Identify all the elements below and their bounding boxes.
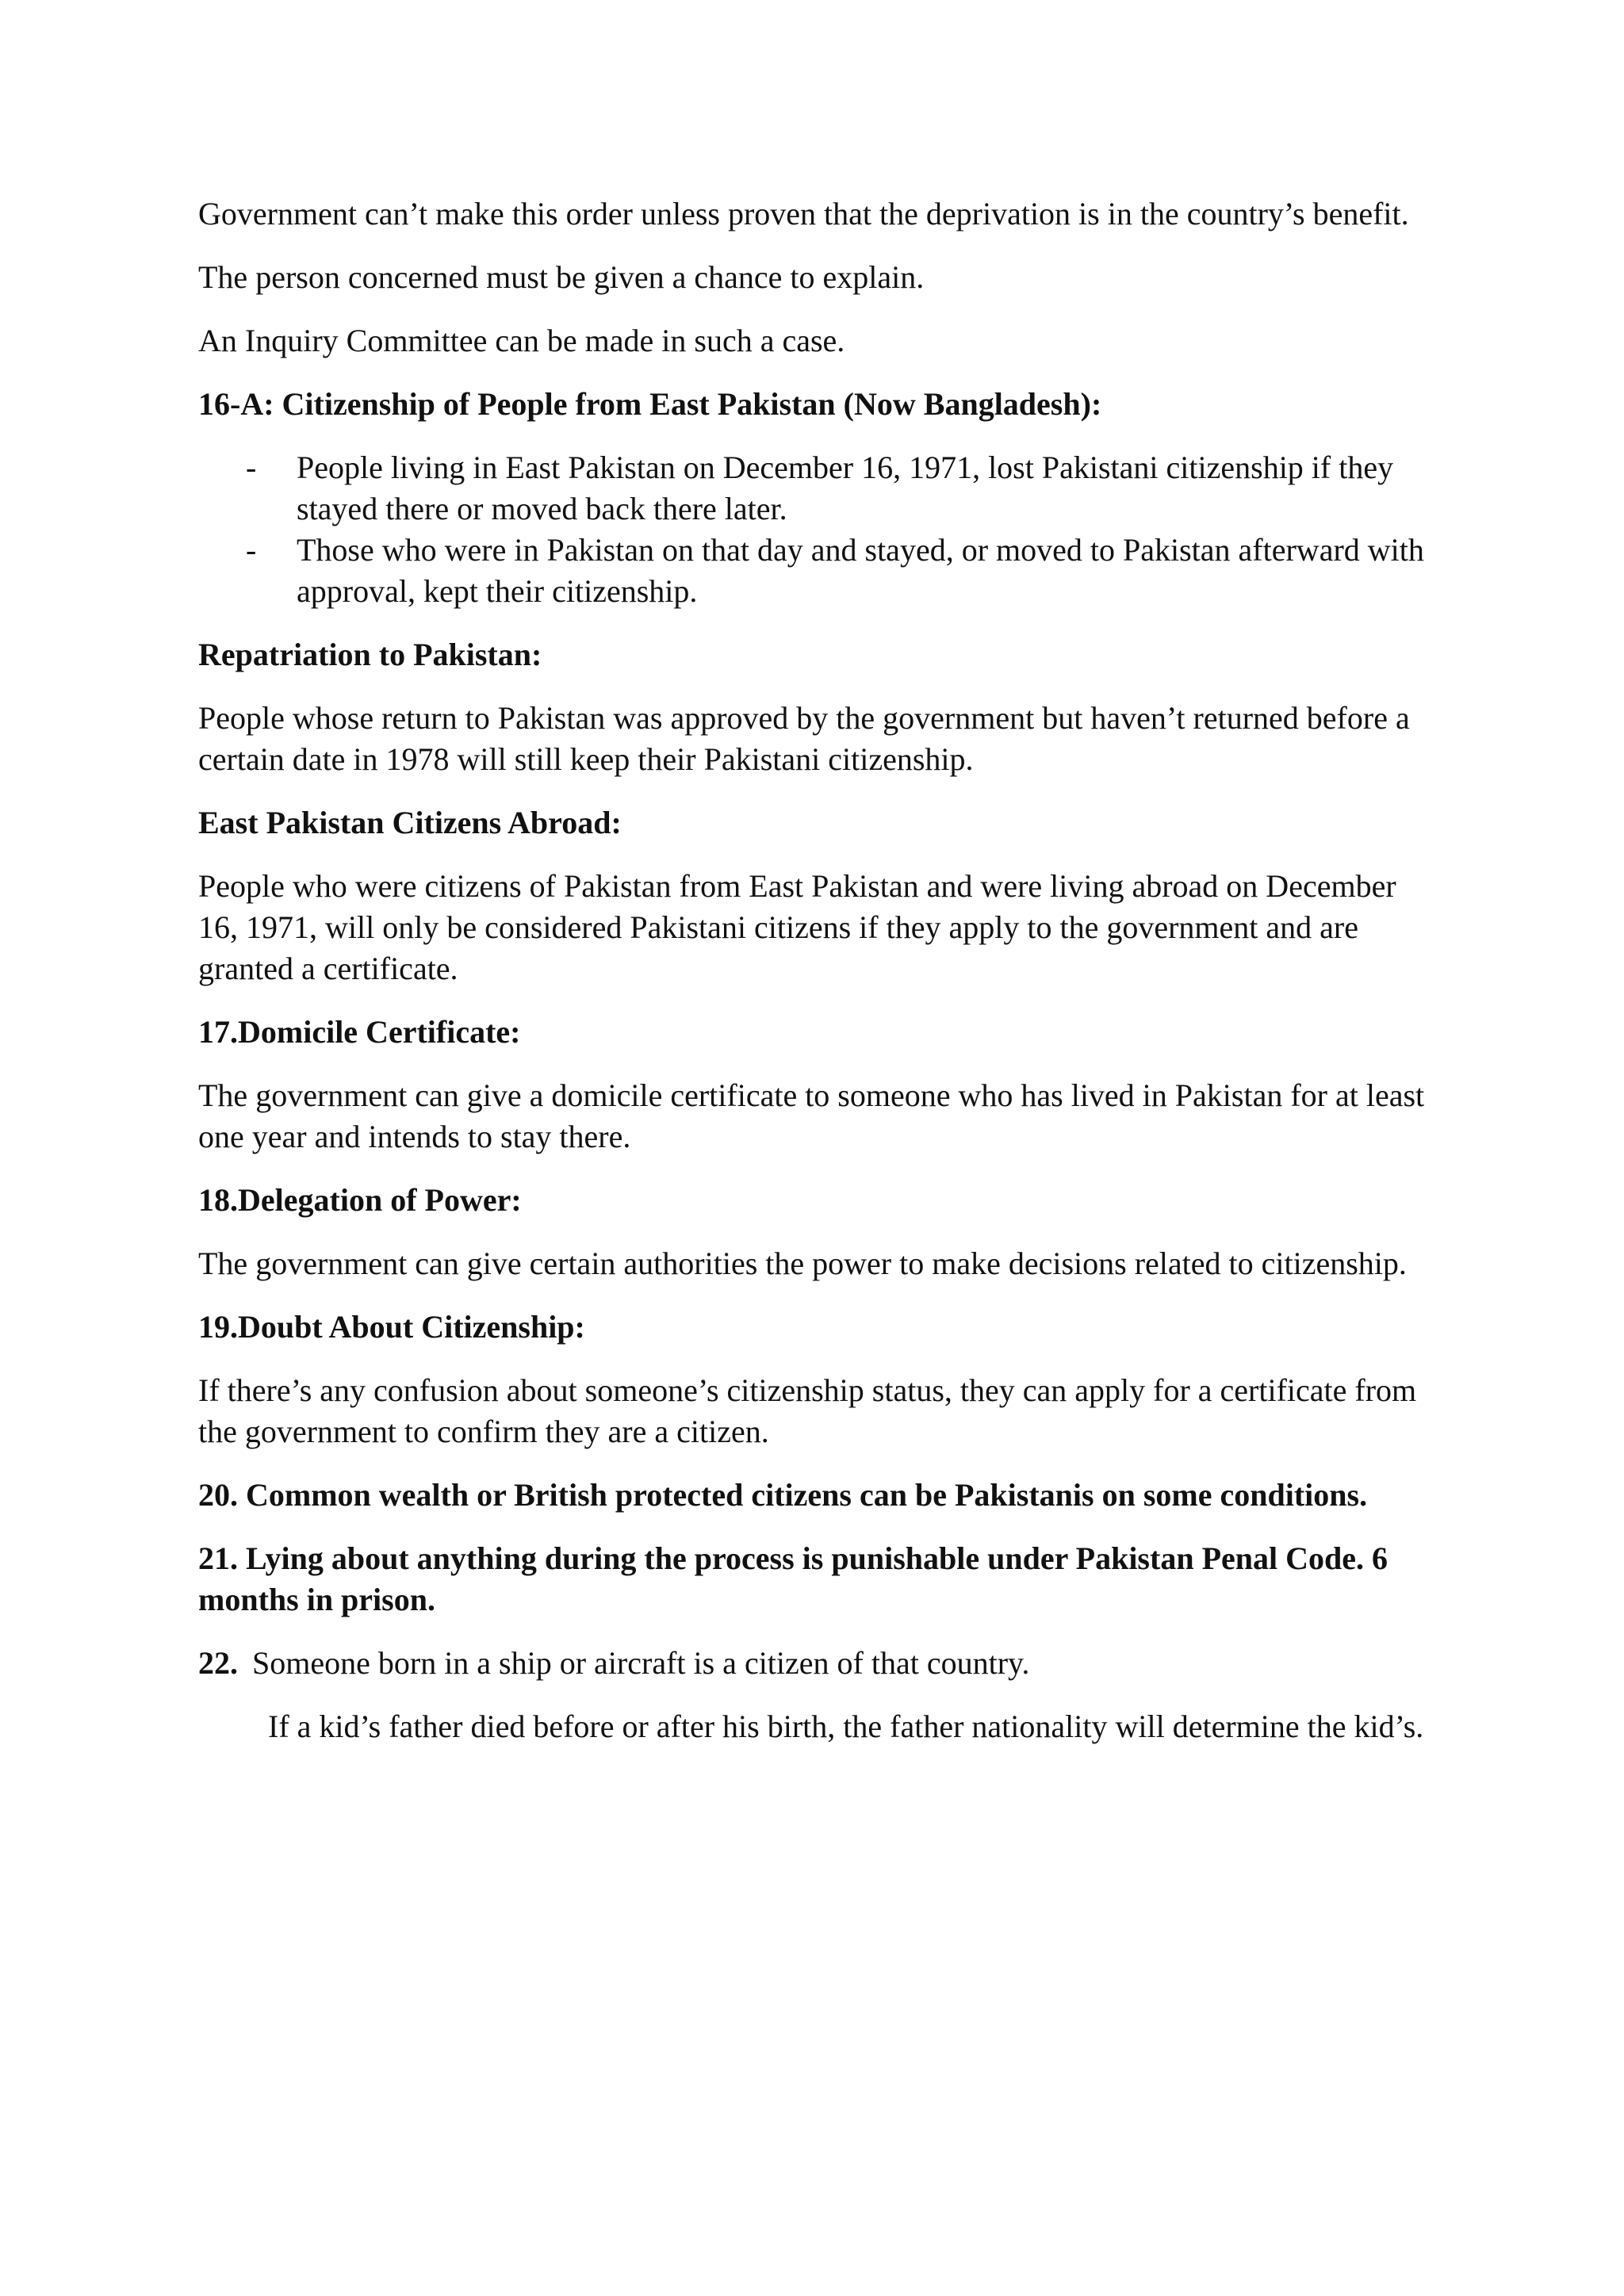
document-page xyxy=(198,193,1435,1770)
heading-repatriation: Repatriation to Pakistan: xyxy=(198,637,542,672)
heading-18: 18.Delegation of Power: xyxy=(198,1182,522,1218)
heading-20: 20. Common wealth or British protected citizens can be Pakistanis on some conditions. xyxy=(198,1477,1368,1513)
bullet-list-16a xyxy=(198,447,1435,612)
bullet-text: People living in East Pakistan on December 16, 1971, lost Pakistani citizenship if they stayed there or moved back there later. xyxy=(297,450,1394,526)
paragraph-inquiry-committee: An Inquiry Committee can be made in such a case. xyxy=(198,323,845,358)
item-22-number: 22. xyxy=(198,1645,238,1681)
heading-16a: 16-A: Citizenship of People from East Pakistan (Now Bangladesh): xyxy=(198,386,1102,422)
heading-17: 17.Domicile Certificate: xyxy=(198,1014,521,1050)
heading-19: 19.Doubt About Citizenship: xyxy=(198,1309,585,1345)
bullet-marker: - xyxy=(246,450,257,485)
bullet-marker: - xyxy=(246,532,257,568)
item-22 xyxy=(198,1643,1435,1684)
heading-citizens-abroad: East Pakistan Citizens Abroad: xyxy=(198,805,622,840)
paragraph-chance-to-explain: The person concerned must be given a chance to explain. xyxy=(198,259,925,295)
paragraph-18: The government can give certain authorities the power to make decisions related to citizenship. xyxy=(198,1246,1407,1281)
paragraph-deprivation-order: Government can’t make this order unless proven that the deprivation is in the country’s benefit. xyxy=(198,196,1409,232)
paragraph-citizens-abroad: People who were citizens of Pakistan from East Pakistan and were living abroad on December 16, 1971, will only be considered Pakistani citizens if they apply to the government and are granted a certificate. xyxy=(198,868,1396,986)
bullet-text: Those who were in Pakistan on that day and stayed, or moved to Pakistan afterward with approval, kept their citizenship. xyxy=(297,532,1424,609)
paragraph-17: The government can give a domicile certificate to someone who has lived in Pakistan for at least one year and intends to stay there. xyxy=(198,1077,1425,1154)
list-item xyxy=(198,447,1435,530)
heading-21: 21. Lying about anything during the process is punishable under Pakistan Penal Code. 6 months in prison. xyxy=(198,1540,1388,1617)
item-22-text: Someone born in a ship or aircraft is a citizen of that country. xyxy=(252,1645,1030,1681)
paragraph-repatriation: People whose return to Pakistan was approved by the government but haven’t returned before a certain date in 1978 will still keep their Pakistani citizenship. xyxy=(198,700,1410,777)
list-item xyxy=(198,530,1435,612)
paragraph-19: If there’s any confusion about someone’s citizenship status, they can apply for a certificate from the government to confirm they are a citizen. xyxy=(198,1372,1417,1449)
paragraph-22-indent: If a kid’s father died before or after his birth, the father nationality will determine the kid’s. xyxy=(268,1709,1424,1744)
